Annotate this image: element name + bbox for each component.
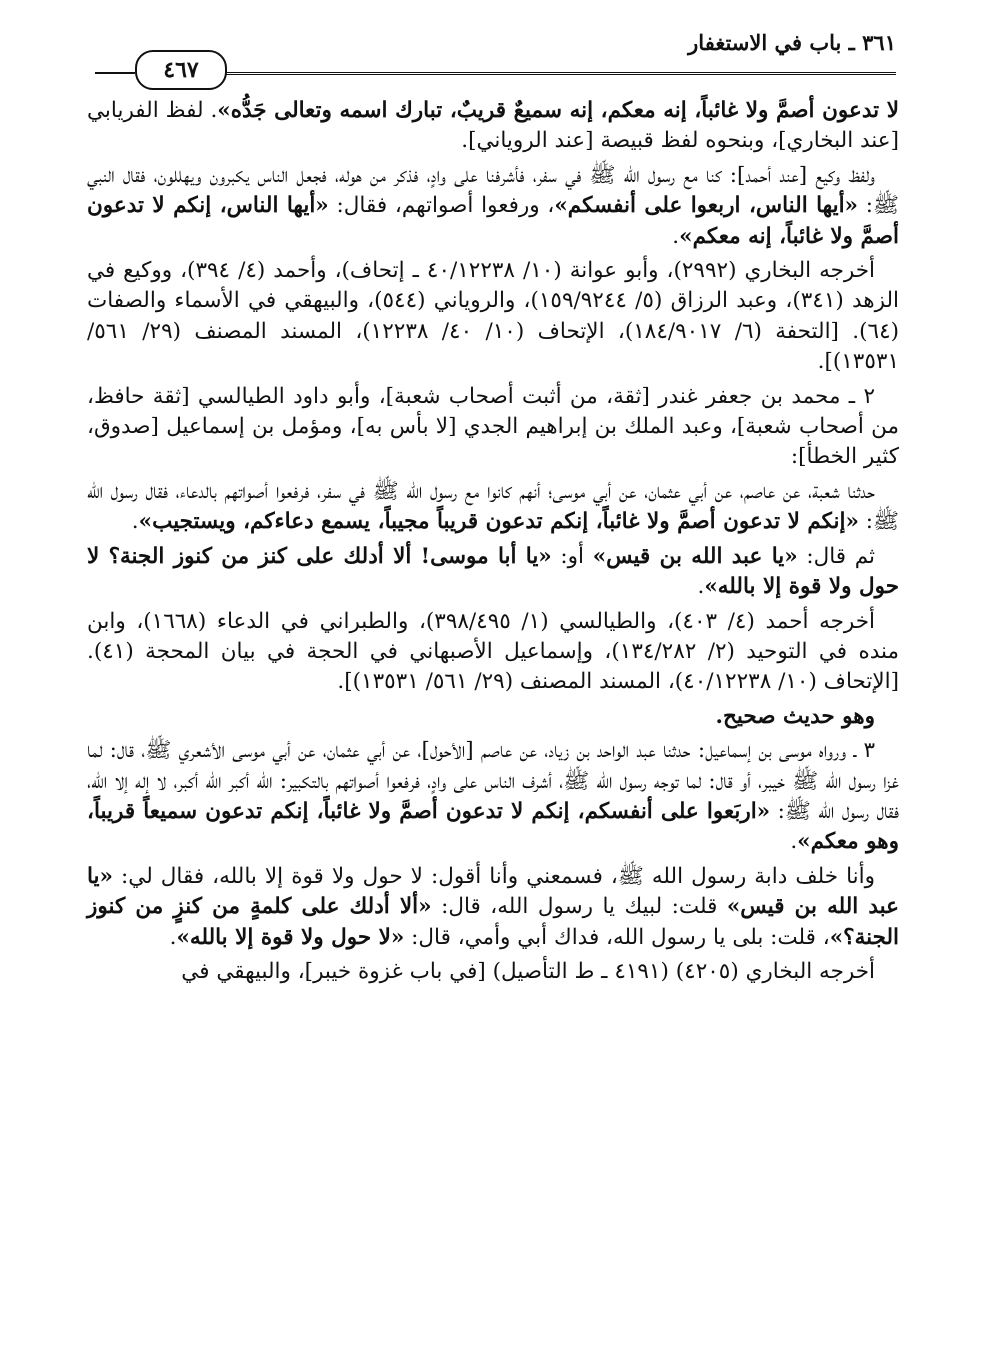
paragraph [87,477,899,538]
page-number-badge: ٤٦٧ [135,50,227,90]
hadith-text: وهو حديث صحيح. [715,703,875,729]
hadith-text: «يا أبا موسى! ألا أدلك على كنز من كنوز الجنة؟ لا حول ولا قوة إلا بالله» [87,543,899,600]
text-segment: . [169,924,177,950]
text-segment: أخرجه أحمد (٤/ ٤٠٣)، والطيالسي (١/ ٣٩٨/٤٩٥)، والطبراني في الدعاء (١٦٦٨)، وابن منده في التوحيد (٢/ ١٣٤/٢٨٢)، وإسماعيل الأصبهاني في الحجة في بيان المحجة (٤١). [الإتحاف (١٠/ ٤٠/١٢٢٣٨)، المسند المصنف (٢٩/ ٥٦١/ ١٣٥٣١)]. [87,608,900,695]
paragraph [87,542,899,603]
page-header [95,22,896,92]
paragraph [87,256,899,378]
text-segment: . [697,574,705,600]
hadith-text: «اربَعوا على أنفسكم، إنكم لا تدعون أصمَّ ولا غائباً، إنكم تدعون سميعاً قريباً، وهو معكم» [87,798,899,855]
hadith-text: «لا حول ولا قوة إلا بالله» [176,924,405,950]
text-segment: وأنا خلف دابة رسول الله ﷺ، فسمعني وأنا أقول: لا حول ولا قوة إلا بالله، فقال لي: [112,863,875,889]
paragraph [87,862,899,953]
hadith-text: «إنكم لا تدعون أصمَّ ولا غائباً، إنكم تدعون قريباً مجيباً، يسمع دعاءكم، ويستجيب» [138,509,859,535]
hadith-text: «يا عبد الله بن قيس» [592,543,798,569]
hadith-text: «يا عبد الله بن قيس» [87,863,900,920]
header-rule [225,72,896,75]
text-segment: . [672,223,680,249]
text-segment: أو: [551,543,593,569]
text-segment: حدثنا شعبة، عن عاصم، عن أبي عثمان، عن أبي موسى؛ أنهم كانوا مع رسول الله ﷺ في سفر، فرفعوا أصواتهم بالدعاء، فقال رسول الله ﷺ: [87,478,899,535]
paragraph [87,96,899,157]
text-segment: . لفظ الفريابي [عند البخاري]، وبنحوه لفظ قبيصة [عند الروياني]. [87,98,899,154]
body-text [87,96,899,987]
paragraph [87,957,899,987]
header-rule-left [95,72,135,74]
text-segment: ولفظ وكيع [عند أحمد]: كنا مع رسول الله ﷺ في سفر، فأشرفنا على وادٍ، فذكر من هوله، فجعل الناس يكبرون ويهللون، فقال النبي ﷺ: [87,162,899,219]
text-segment: ٣ ـ ورواه موسى بن إسماعيل: حدثنا عبد الواحد بن زياد، عن عاصم [الأحول]، عن أبي عثمان، عن أبي موسى الأشعري ﷺ، قال: لما غزا رسول الله ﷺ خيبر، أو قال: لما توجه رسول الله ﷺ، أشرف الناس على وادٍ، فرفعوا أصواتهم بالتكبير: الله أكبر الله أكبر، لا إله إلا الله، فقال رسول الله ﷺ: [87,738,899,824]
text-segment: أخرجه البخاري (٢٩٩٢)، وأبو عوانة (١٠/ ٤٠/١٢٢٣٨ ـ إتحاف)، وأحمد (٤/ ٣٩٤)، ووكيع في الزهد (٣٤١)، وعبد الرزاق (٥/ ١٥٩/٩٢٤٤)، والروياني (٥٤٤)، والبيهقي في الأسماء والصفات (٦٤). [التحفة (٦/ ١٨٤/٩٠١٧)، الإتحاف (١٠/ ٤٠/ ١٢٢٣٨)، المسند المصنف (٢٩/ ٥٦١/ ١٣٥٣١)]. [87,258,900,375]
hadith-text: «أيها الناس، إنكم لا تدعون أصمَّ ولا غائباً، إنه معكم» [87,193,899,249]
paragraph [87,382,899,473]
hadith-text: «ألا أدلك على كلمةٍ من كنزٍ من كنوز الجنة؟» [87,894,899,950]
text-segment: ٢ ـ محمد بن جعفر غندر [ثقة، من أثبت أصحاب شعبة]، وأبو داود الطيالسي [ثقة حافظ، من أصحاب شعبة]، وعبد الملك بن إبراهيم الجدي [لا بأس به]، ومؤمل بن إسماعيل [صدوق، كثير الخطأ]: [87,383,899,470]
hadith-text: لا تدعون أصمَّ ولا غائباً، إنه معكم، إنه سميعٌ قريبٌ، تبارك اسمه وتعالى جَدُّه» [217,98,899,123]
text-segment: ، ورفعوا أصواتهم، فقال: [328,193,555,219]
text-segment: قلت: لبيك يا رسول الله، قال: [431,894,727,920]
text-segment: ، قلت: بلى يا رسول الله، فداك أبي وأمي، قال: [404,924,830,950]
paragraph [87,702,899,732]
text-segment: . [131,509,139,535]
chapter-title: ٣٦١ ـ باب في الاستغفار [688,30,896,55]
text-segment: أخرجه البخاري (٤٢٠٥) (٤١٩١ ـ ط التأصيل) [في باب غزوة خيبر]، والبيهقي في [181,958,875,984]
paragraph [87,607,899,698]
text-segment: ثم قال: [797,543,875,569]
paragraph [87,736,899,858]
hadith-text: «أيها الناس، اربعوا على أنفسكم» [554,193,858,219]
text-segment: . [790,829,798,855]
paragraph [87,161,899,252]
